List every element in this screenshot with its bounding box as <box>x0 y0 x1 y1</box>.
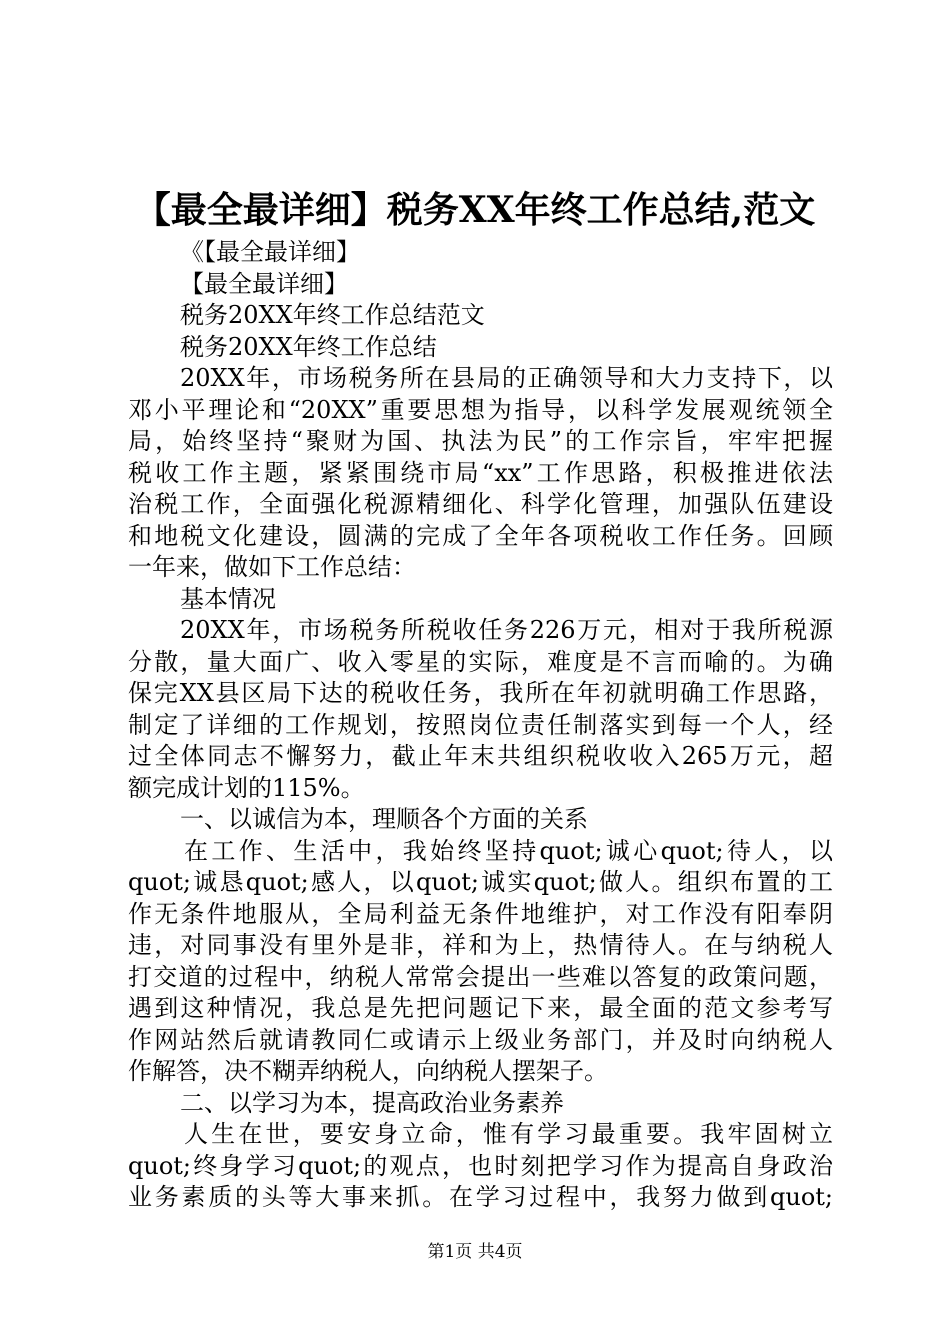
body-line: 额完成计划的115%。 <box>128 773 365 802</box>
body-line: 打交道的过程中，纳税人常常会提出一些难以答复的政策问题， <box>128 962 833 991</box>
body-line: 作解答，决不糊弄纳税人，向纳税人摆架子。 <box>128 1057 608 1085</box>
document-body <box>128 237 833 1214</box>
body-line: 基本情况 <box>180 584 276 613</box>
body-line: 人生在世，要安身立命，惟有学习最重要。我牢固树立 <box>184 1120 833 1148</box>
body-line: 税收工作主题，紧紧围绕市局“xx”工作思路，积极推进依法 <box>128 458 833 487</box>
body-line: 一年来，做如下工作总结： <box>128 553 416 581</box>
body-line: 遇到这种情况，我总是先把问题记下来，最全面的范文参考写 <box>128 994 833 1022</box>
body-line: 邓小平理论和“20XX”重要思想为指导，以科学发展观统领全 <box>128 395 833 424</box>
body-line: 和地税文化建设，圆满的完成了全年各项税收工作任务。回顾 <box>128 521 833 550</box>
body-line: 局，始终坚持“聚财为国、执法为民”的工作宗旨，牢牢把握 <box>128 427 833 455</box>
body-line: 作无条件地服从，全局利益无条件地维护，对工作没有阳奉阴 <box>128 899 833 928</box>
body-line: quot;终身学习quot;的观点，也时刻把学习作为提高自身政治 <box>128 1151 833 1180</box>
body-line: quot;诚恳quot;感人，以quot;诚实quot;做人。组织布置的工 <box>128 868 833 896</box>
body-line: 二、以学习为本，提高政治业务素养 <box>180 1088 564 1117</box>
body-line: 一、以诚信为本，理顺各个方面的关系 <box>180 805 588 833</box>
body-line: 制定了详细的工作规划，按照岗位责任制落实到每一个人，经 <box>128 710 833 739</box>
body-line: 保完XX县区局下达的税收任务，我所在年初就明确工作思路， <box>128 679 833 707</box>
body-line: 分散，量大面广、收入零星的实际，难度是不言而喻的。为确 <box>128 647 833 676</box>
body-line: 20XX年，市场税务所税收任务226万元，相对于我所税源 <box>180 616 833 644</box>
body-line: 作网站然后就请教同仁或请示上级业务部门，并及时向纳税人 <box>128 1025 833 1054</box>
body-line: 业务素质的头等大事来抓。在学习过程中，我努力做到quot; <box>128 1183 833 1211</box>
body-line: 治税工作，全面强化税源精细化、科学化管理，加强队伍建设 <box>128 490 833 518</box>
body-line: 【最全最详细】 <box>180 269 348 298</box>
body-line: 20XX年，市场税务所在县局的正确领导和大力支持下，以 <box>180 364 833 392</box>
body-line: 在工作、生活中，我始终坚持quot;诚心quot;待人，以 <box>184 836 833 865</box>
body-line: 违，对同事没有里外是非，祥和为上，热情待人。在与纳税人 <box>128 931 833 959</box>
body-line: 过全体同志不懈努力，截止年末共组织税收收入265万元，超 <box>128 742 833 770</box>
document-title: 【最全最详细】税务XX年终工作总结,范文 <box>134 189 816 231</box>
body-line: 《【最全最详细】 <box>180 238 360 266</box>
page-footer: 第1页 共4页 <box>427 1242 523 1262</box>
body-line: 税务20XX年终工作总结范文 <box>180 301 485 329</box>
body-line: 税务20XX年终工作总结 <box>180 332 437 361</box>
